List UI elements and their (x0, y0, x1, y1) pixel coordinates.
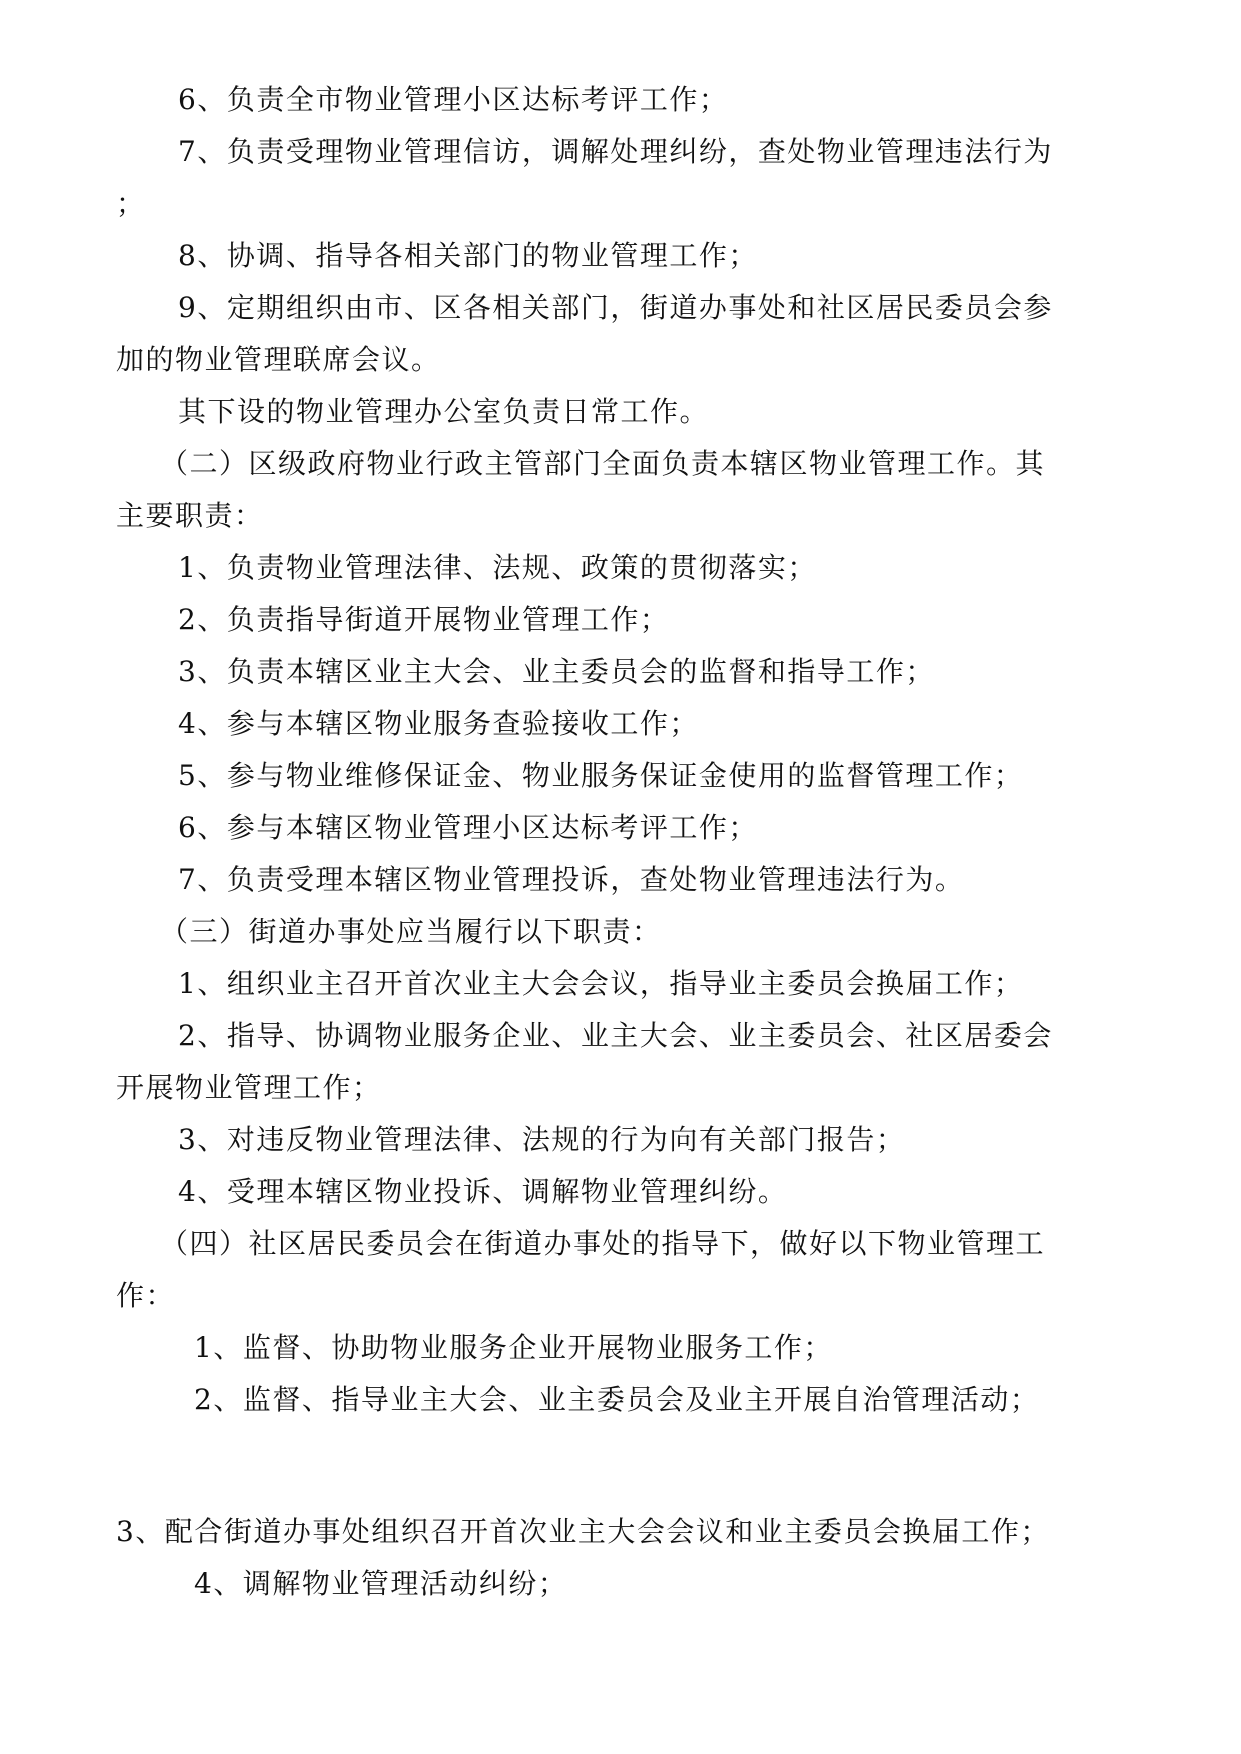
text-line: 2、指导、协调物业服务企业、业主大会、业主委员会、社区居委会 (178, 1019, 1053, 1052)
text-line: 6、负责全市物业管理小区达标考评工作； (178, 83, 729, 116)
text-line: 开展物业管理工作； (116, 1071, 382, 1104)
text-line: 6、参与本辖区物业管理小区达标考评工作； (178, 811, 758, 844)
text-line: ； (116, 187, 146, 220)
text-line: 2、监督、指导业主大会、业主委员会及业主开展自治管理活动； (194, 1383, 1040, 1416)
text-line: 1、监督、协助物业服务企业开展物业服务工作； (194, 1331, 833, 1364)
text-line: 4、受理本辖区物业投诉、调解物业管理纠纷。 (178, 1175, 788, 1208)
section-heading: （四）社区居民委员会在街道办事处的指导下，做好以下物业管理工 (160, 1227, 1046, 1260)
section-heading: （二）区级政府物业行政主管部门全面负责本辖区物业管理工作。其 (160, 447, 1046, 480)
text-line: 3、配合街道办事处组织召开首次业主大会会议和业主委员会换届工作； (116, 1515, 1050, 1548)
text-line: 主要职责： (116, 499, 264, 532)
text-line: 其下设的物业管理办公室负责日常工作。 (178, 395, 710, 428)
text-line: 作： (116, 1279, 176, 1312)
text-line: 加的物业管理联席会议。 (116, 343, 441, 376)
text-line: 7、负责受理本辖区物业管理投诉，查处物业管理违法行为。 (178, 863, 965, 896)
text-line: 5、参与物业维修保证金、物业服务保证金使用的监督管理工作； (178, 759, 1024, 792)
text-line: 3、负责本辖区业主大会、业主委员会的监督和指导工作； (178, 655, 935, 688)
text-line: 9、定期组织由市、区各相关部门，街道办事处和社区居民委员会参 (178, 291, 1053, 324)
text-line: 1、组织业主召开首次业主大会会议，指导业主委员会换届工作； (178, 967, 1024, 1000)
text-line: 3、对违反物业管理法律、法规的行为向有关部门报告； (178, 1123, 906, 1156)
text-line: 1、负责物业管理法律、法规、政策的贯彻落实； (178, 551, 817, 584)
text-line: 8、协调、指导各相关部门的物业管理工作； (178, 239, 758, 272)
text-line: 4、参与本辖区物业服务查验接收工作； (178, 707, 699, 740)
section-heading: （三）街道办事处应当履行以下职责： (160, 915, 662, 948)
text-line: 7、负责受理物业管理信访，调解处理纠纷，查处物业管理违法行为 (178, 135, 1053, 168)
text-line: 2、负责指导街道开展物业管理工作； (178, 603, 670, 636)
text-line: 4、调解物业管理活动纠纷； (194, 1567, 568, 1600)
